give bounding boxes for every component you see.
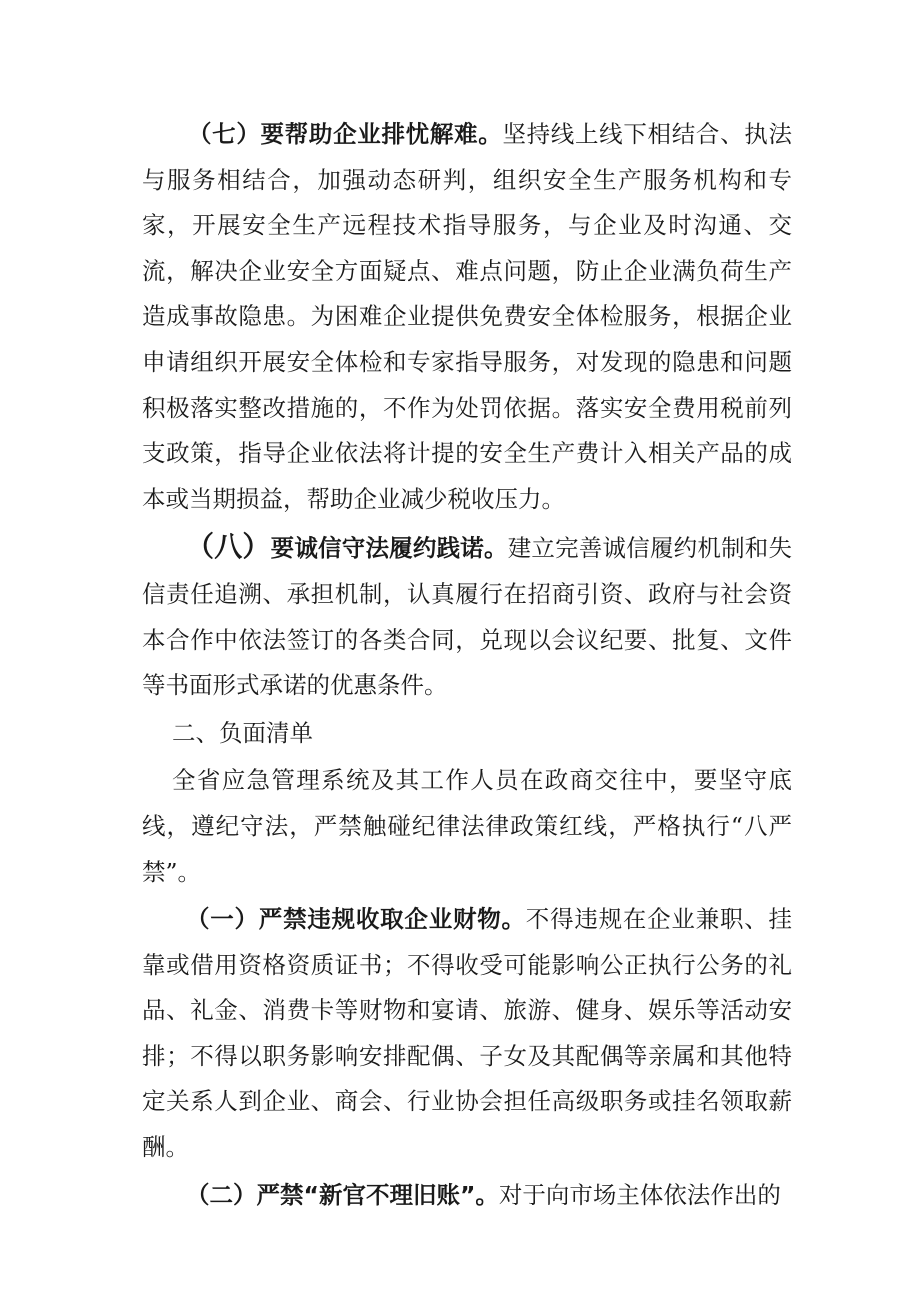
paragraph-8-lead-paren: （八） bbox=[186, 530, 271, 564]
paragraph-8-body: 建立完善诚信履约机制和失信责任追溯、承担机制，认真履行在招商引资、政府与社会资本合作中依法签订的各类合同，兑现以会议纪要、批复、文件等书面形式承诺的优惠条件。 bbox=[142, 534, 792, 700]
paragraph-2 bbox=[142, 1173, 792, 1219]
paragraph-1-lead: （一）严禁违规收取企业财物。 bbox=[186, 905, 526, 934]
document-page bbox=[142, 112, 792, 1218]
section-heading-negative-list bbox=[142, 711, 792, 757]
paragraph-7-lead: （七）要帮助企业排忧解难。 bbox=[188, 120, 503, 148]
paragraph-1 bbox=[142, 897, 792, 1171]
paragraph-8-lead: 要诚信守法履约践诺。 bbox=[270, 534, 508, 563]
paragraph-2-body: 对于向市场主体依法作出的 bbox=[498, 1180, 781, 1209]
paragraph-intro-body: 全省应急管理系统及其工作人员在政商交往中，要坚守底线，遵纪守法，严禁触碰纪律法律政策红线，严格执行“八严禁”。 bbox=[142, 766, 792, 886]
section-heading-text: 二、负面清单 bbox=[172, 718, 313, 747]
paragraph-8 bbox=[142, 524, 792, 708]
paragraph-1-body: 不得违规在企业兼职、挂靠或借用资格资质证书；不得收受可能影响公正执行公务的礼品、礼金、消费卡等财物和宴请、旅游、健身、娱乐等活动安排；不得以职务影响安排配偶、子女及其配偶等亲属和其他特定关系人到企业、商会、行业协会担任高级职务或挂名领取薪酬。 bbox=[142, 905, 793, 1162]
paragraph-intro bbox=[142, 758, 792, 895]
paragraph-7 bbox=[142, 112, 792, 522]
paragraph-2-lead: （二）严禁“新官不理旧账”。 bbox=[186, 1180, 499, 1209]
paragraph-7-body: 坚持线上线下相结合、执法与服务相结合，加强动态研判，组织安全生产服务机构和专家，开展安全生产远程技术指导服务，与企业及时沟通、交流，解决企业安全方面疑点、难点问题，防止企业满负荷生产造成事故隐患。为困难企业提供免费安全体检服务，根据企业申请组织开展安全体检和专家指导服务，对发现的隐患和问题积极落实整改措施的，不作为处罚依据。落实安全费用税前列支政策，指导企业依法将计提的安全生产费计入相关产品的成本或当期损益，帮助企业减少税收压力。 bbox=[142, 120, 792, 513]
